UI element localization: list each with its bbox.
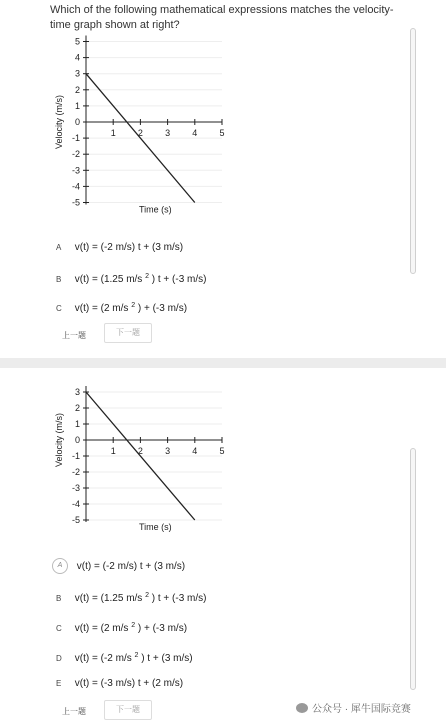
option-a[interactable] [56,240,183,256]
option-letter: C [56,304,62,313]
option-expression: v(t) = (1.25 m/s [74,274,143,285]
y-tick-label: -4 [71,499,80,509]
option-expression: v(t) = (-3 m/s) t + (2 m/s) [74,678,184,689]
option-a[interactable] [56,558,185,574]
exponent: 2 [134,652,139,659]
option-letter: E [56,679,62,688]
option-expression-tail: ) t + (-3 m/s) [151,274,207,285]
x-tick-label: 2 [137,446,143,456]
x-tick-label: 2 [137,128,143,138]
watermark [296,700,411,715]
y-tick-label: 2 [74,84,80,95]
scrollbar[interactable] [410,448,416,690]
option-expression: v(t) = (-2 m/s) t + (3 m/s) [74,242,184,253]
panel-separator [0,358,446,368]
watermark-text: 公众号 · 犀牛国际竞赛 [312,704,411,715]
velocity-time-graph [0,0,250,220]
option-expression-tail: ) t + (-3 m/s) [151,593,207,604]
y-tick-label: -2 [71,467,80,477]
y-tick-label: 0 [74,435,80,445]
x-tick-label: 4 [192,128,198,138]
y-tick-label: 4 [74,52,80,63]
y-tick-label: -5 [71,515,80,525]
question-panel-1 [0,0,446,358]
y-tick-label: -4 [71,181,80,192]
option-b[interactable] [56,269,207,285]
y-tick-label: -1 [71,133,80,144]
option-b[interactable] [56,588,207,604]
scrollbar[interactable] [410,28,416,274]
prev-question-button[interactable]: 上一题 [62,331,86,340]
question-line-1: Which of the following mathematical expressions matches the velocity- [50,4,394,16]
y-axis-label: Velocity (m/s) [54,412,64,468]
y-tick-label: 0 [74,117,80,127]
y-tick-label: -2 [71,149,80,160]
prev-question-button[interactable]: 上一题 [62,707,86,716]
option-expression: v(t) = (-2 m/s) t + (3 m/s) [76,560,186,572]
x-axis-label: Time (s) [139,204,172,215]
exponent: 2 [145,592,149,599]
y-tick-label: 5 [74,36,80,47]
x-tick-label: 3 [165,446,171,456]
option-expression-tail: ) + (-3 m/s) [137,623,188,634]
option-letter: B [56,275,62,284]
next-question-button[interactable]: 下一题 [104,700,152,720]
y-tick-label: 3 [74,68,80,79]
y-tick-label: 2 [74,403,80,413]
option-expression: v(t) = (-2 m/s [74,653,132,664]
y-tick-label: 1 [74,100,80,111]
option-c[interactable] [56,618,187,634]
y-tick-label: -3 [71,483,80,493]
question-panel-2 [0,368,446,726]
option-letter: D [56,654,62,663]
x-tick-label: 3 [165,128,171,138]
velocity-time-graph [0,378,250,548]
option-expression: v(t) = (2 m/s [74,303,129,314]
option-letter: B [56,594,62,603]
x-tick-label: 4 [192,446,198,456]
exponent: 2 [131,622,136,629]
next-question-button[interactable]: 下一题 [104,323,152,343]
y-axis-label: Velocity (m/s) [54,94,64,150]
option-expression-tail: ) t + (3 m/s) [141,653,193,664]
option-c[interactable] [56,298,187,314]
x-tick-label: 5 [219,128,225,138]
y-tick-label: -5 [71,197,80,208]
option-letter: C [56,624,62,633]
option-expression-tail: ) + (-3 m/s) [137,303,188,314]
y-tick-label: -3 [71,165,80,176]
wechat-icon [296,703,308,713]
y-tick-label: -1 [71,451,80,461]
x-tick-label: 5 [219,446,225,456]
x-tick-label: 1 [110,128,116,138]
option-expression: v(t) = (2 m/s [74,623,129,634]
option-e[interactable] [56,676,183,692]
option-expression: v(t) = (1.25 m/s [74,593,143,604]
option-d[interactable] [56,648,193,664]
exponent: 2 [131,302,136,309]
x-axis-label: Time (s) [139,522,172,532]
exponent: 2 [145,273,149,280]
x-tick-label: 1 [110,446,116,456]
question-line-2: time graph shown at right? [50,19,180,31]
option-letter: A [56,243,62,252]
selected-option-marker[interactable]: A [52,558,68,574]
y-tick-label: 3 [74,387,80,397]
y-tick-label: 1 [74,419,80,429]
